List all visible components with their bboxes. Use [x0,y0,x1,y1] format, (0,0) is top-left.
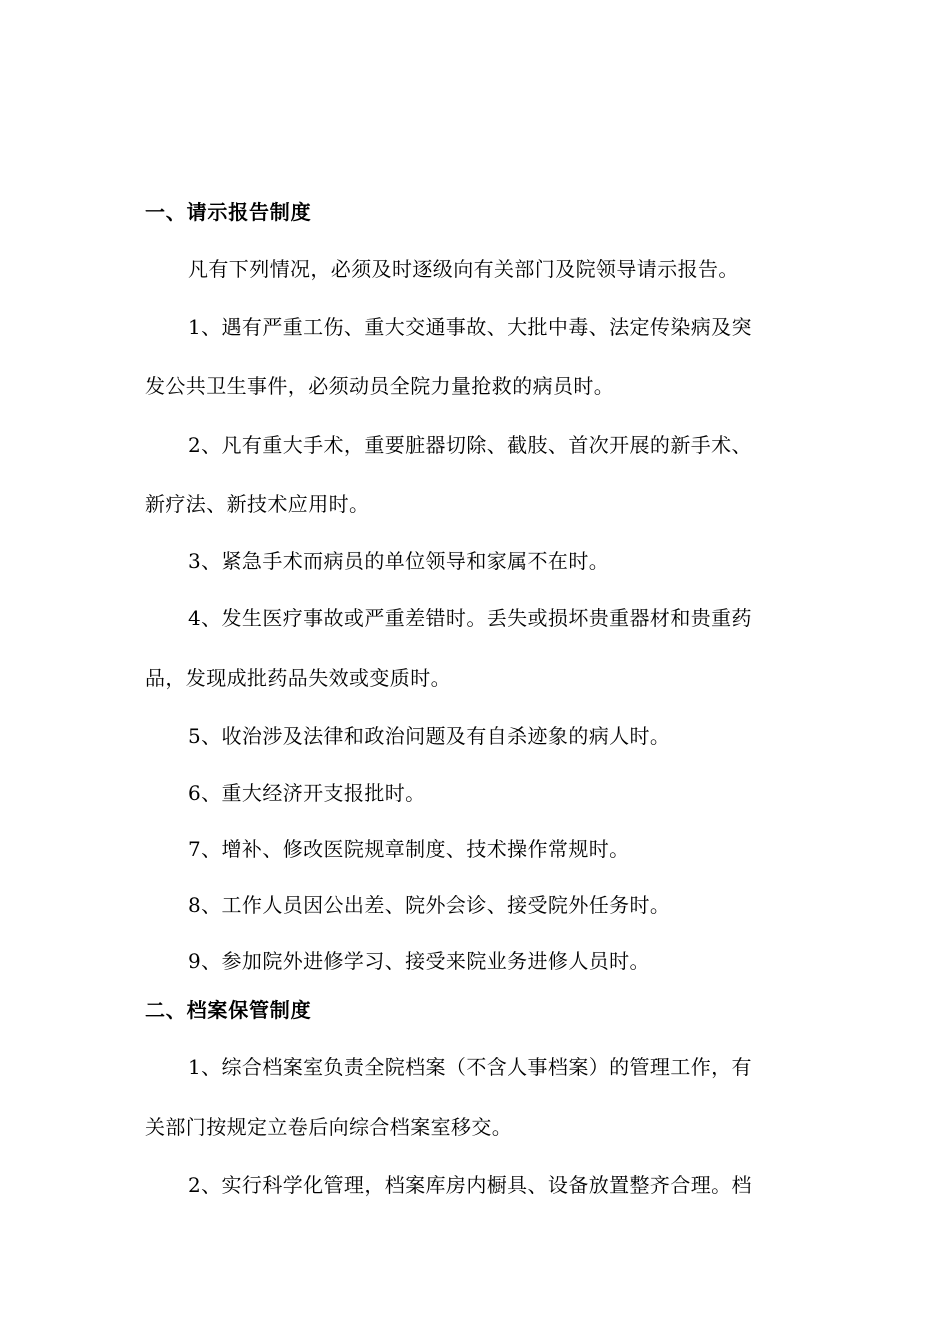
archive-item-1-line-2: 关部门按规定立卷后向综合档案室移交。 [145,1115,513,1139]
paragraph-item-1-line-1: 1、遇有严重工伤、重大交通事故、大批中毒、法定传染病及突 [188,315,752,339]
paragraph-item-5: 5、收治涉及法律和政治问题及有自杀迹象的病人时。 [188,724,671,748]
section-heading-request-report: 一、请示报告制度 [145,200,312,224]
paragraph-item-2-line-1: 2、凡有重大手术，重要脏器切除、截肢、首次开展的新手术、 [188,433,752,457]
paragraph-item-8: 8、工作人员因公出差、院外会诊、接受院外任务时。 [188,893,671,917]
paragraph-item-3: 3、紧急手术而病员的单位领导和家属不在时。 [188,549,610,573]
archive-item-2-line-1: 2、实行科学化管理，档案库房内橱具、设备放置整齐合理。档 [188,1173,752,1197]
paragraph-item-4-line-2: 品，发现成批药品失效或变质时。 [145,666,451,690]
paragraph-item-4-line-1: 4、发生医疗事故或严重差错时。丢失或损坏贵重器材和贵重药 [188,606,752,630]
paragraph-item-9: 9、参加院外进修学习、接受来院业务进修人员时。 [188,949,650,973]
paragraph-intro: 凡有下列情况，必须及时逐级向有关部门及院领导请示报告。 [188,257,739,281]
archive-item-1-line-1: 1、综合档案室负责全院档案（不含人事档案）的管理工作，有 [188,1055,752,1079]
paragraph-item-1-line-2: 发公共卫生事件，必须动员全院力量抢救的病员时。 [145,374,615,398]
paragraph-item-7: 7、增补、修改医院规章制度、技术操作常规时。 [188,837,630,861]
paragraph-item-2-line-2: 新疗法、新技术应用时。 [145,492,370,516]
paragraph-item-6: 6、重大经济开支报批时。 [188,781,426,805]
section-heading-archive-management: 二、档案保管制度 [145,998,312,1022]
